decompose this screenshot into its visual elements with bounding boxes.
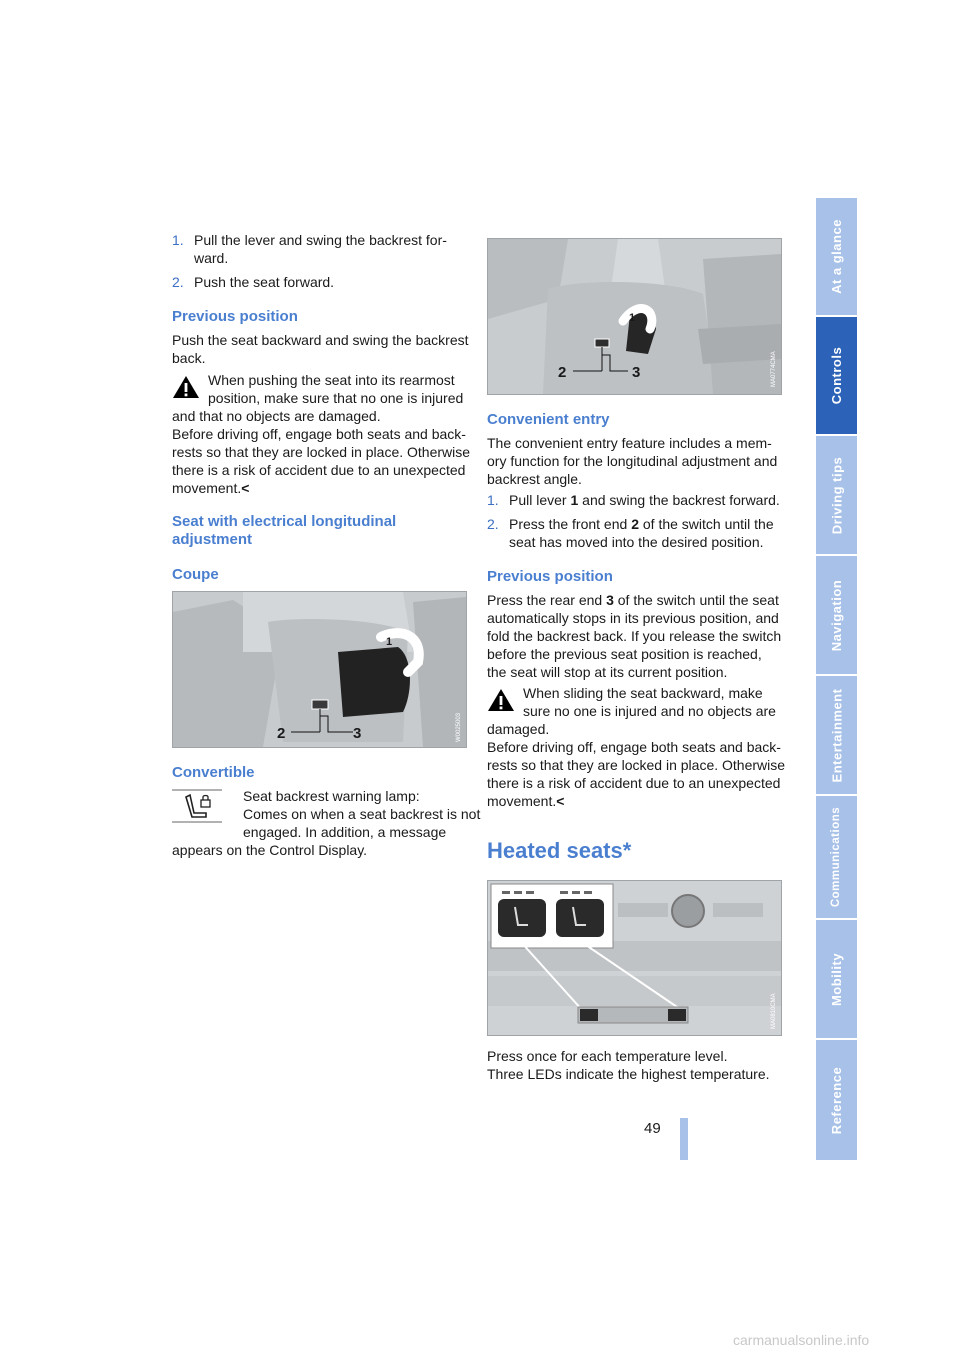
entry-step-1: 1. Pull lever 1 and swing the backrest forward. bbox=[487, 492, 780, 508]
entry-label-3: 3 bbox=[632, 364, 641, 381]
warning-line-7: movement.< bbox=[172, 480, 250, 496]
right-prev-line-4: before the previous seat position is reached, bbox=[487, 646, 762, 662]
convertible-line-4: appears on the Control Display. bbox=[172, 842, 368, 858]
warning-line-4: Before driving off, engage both seats and back- bbox=[172, 426, 466, 442]
tab-reference[interactable]: Reference bbox=[816, 1040, 857, 1160]
heated-image-code: MA0810CMA bbox=[771, 993, 777, 1029]
entry-label-2: 2 bbox=[558, 364, 567, 381]
coupe-label-3: 3 bbox=[353, 725, 362, 742]
heated-seats-illustration bbox=[488, 881, 781, 1035]
entry-image-code: MA0774CMA bbox=[771, 351, 777, 387]
heated-line-1: Press once for each temperature level. bbox=[487, 1048, 728, 1064]
convenient-entry-image bbox=[487, 238, 782, 395]
end-mark: < bbox=[556, 793, 565, 809]
step-2: 2. Push the seat forward. bbox=[172, 274, 335, 290]
step-1: 1. Pull the lever and swing the backrest for- bbox=[172, 232, 447, 248]
end-mark: < bbox=[241, 480, 250, 496]
right-warning-line-3: damaged. bbox=[487, 721, 550, 737]
heated-line-2: Three LEDs indicate the highest temperature. bbox=[487, 1066, 770, 1082]
tab-communications[interactable]: Communications bbox=[816, 796, 857, 918]
warning-line-1: When pushing the seat into its rearmost bbox=[208, 372, 455, 388]
seat-backrest-lamp-icon bbox=[172, 789, 222, 823]
entry-line-3: backrest angle. bbox=[487, 471, 582, 487]
coupe-label-2: 2 bbox=[277, 725, 286, 742]
coupe-image-code: W0025003 bbox=[456, 712, 462, 742]
page-number: 49 bbox=[644, 1120, 661, 1137]
tab-navigation[interactable]: Navigation bbox=[816, 556, 857, 674]
step-1-cont: ward. bbox=[194, 250, 229, 266]
tab-entertainment[interactable]: Entertainment bbox=[816, 676, 857, 794]
seat-electrical-heading-2: adjustment bbox=[172, 531, 253, 548]
entry-line-2: ory function for the longitudinal adjustment and bbox=[487, 453, 778, 469]
watermark: carmanualsonline.info bbox=[733, 1332, 870, 1348]
coupe-illustration bbox=[173, 592, 466, 747]
tab-driving-tips[interactable]: Driving tips bbox=[816, 436, 857, 554]
warning-line-2: position, make sure that no one is injured bbox=[208, 390, 464, 406]
warning-line-6: there is a risk of accident due to an unexpected bbox=[172, 462, 466, 478]
convertible-line-1: Seat backrest warning lamp: bbox=[243, 788, 420, 804]
prev-pos-line-1: Push the seat backward and swing the backrest bbox=[172, 332, 469, 348]
warning-line-3: and that no objects are damaged. bbox=[172, 408, 381, 424]
warning-line-5: rests so that they are locked in place. Otherwise bbox=[172, 444, 471, 460]
tab-mobility[interactable]: Mobility bbox=[816, 920, 857, 1038]
entry-step-2-cont: seat has moved into the desired position. bbox=[509, 534, 764, 550]
heated-seats-heading: Heated seats* bbox=[487, 838, 632, 863]
tab-controls[interactable]: Controls bbox=[816, 317, 857, 434]
right-warning-line-4: Before driving off, engage both seats and back- bbox=[487, 739, 781, 755]
right-prev-line-2: automatically stops in its previous position, and bbox=[487, 610, 779, 626]
section-tabs bbox=[816, 198, 857, 1160]
coupe-label-1: 1 bbox=[386, 636, 393, 648]
coupe-seat-image bbox=[172, 591, 467, 748]
convertible-heading: Convertible bbox=[172, 764, 255, 781]
right-previous-position-heading: Previous position bbox=[487, 568, 613, 585]
right-warning-line-5: rests so that they are locked in place. Otherwise bbox=[487, 757, 786, 773]
tab-at-a-glance[interactable]: At a glance bbox=[816, 198, 857, 315]
right-prev-line-1: Press the rear end 3 of the switch until the seat bbox=[487, 592, 779, 608]
convenient-entry-heading: Convenient entry bbox=[487, 411, 610, 428]
entry-label-1: 1 bbox=[629, 312, 636, 324]
prev-pos-line-2: back. bbox=[172, 350, 206, 366]
right-warning-line-7: movement.< bbox=[487, 793, 565, 809]
right-warning-line-6: there is a risk of accident due to an unexpected bbox=[487, 775, 781, 791]
right-warning-line-2: sure no one is injured and no objects are bbox=[523, 703, 776, 719]
warning-icon bbox=[487, 688, 515, 712]
heated-seats-image bbox=[487, 880, 782, 1036]
entry-step-2: 2. Press the front end 2 of the switch until the bbox=[487, 516, 774, 532]
right-prev-line-3: fold the backrest back. If you release the switch bbox=[487, 628, 782, 644]
seat-electrical-heading: Seat with electrical longitudinal bbox=[172, 513, 397, 530]
coupe-heading: Coupe bbox=[172, 566, 219, 583]
convertible-line-3: engaged. In addition, a message bbox=[243, 824, 447, 840]
warning-icon bbox=[172, 375, 200, 399]
previous-position-heading: Previous position bbox=[172, 308, 298, 325]
right-warning-line-1: When sliding the seat backward, make bbox=[523, 685, 763, 701]
entry-line-1: The convenient entry feature includes a mem- bbox=[487, 435, 772, 451]
page-number-bar bbox=[680, 1118, 688, 1160]
right-prev-line-5: the seat will stop at its current position. bbox=[487, 664, 728, 680]
convertible-line-2: Comes on when a seat backrest is not bbox=[243, 806, 481, 822]
